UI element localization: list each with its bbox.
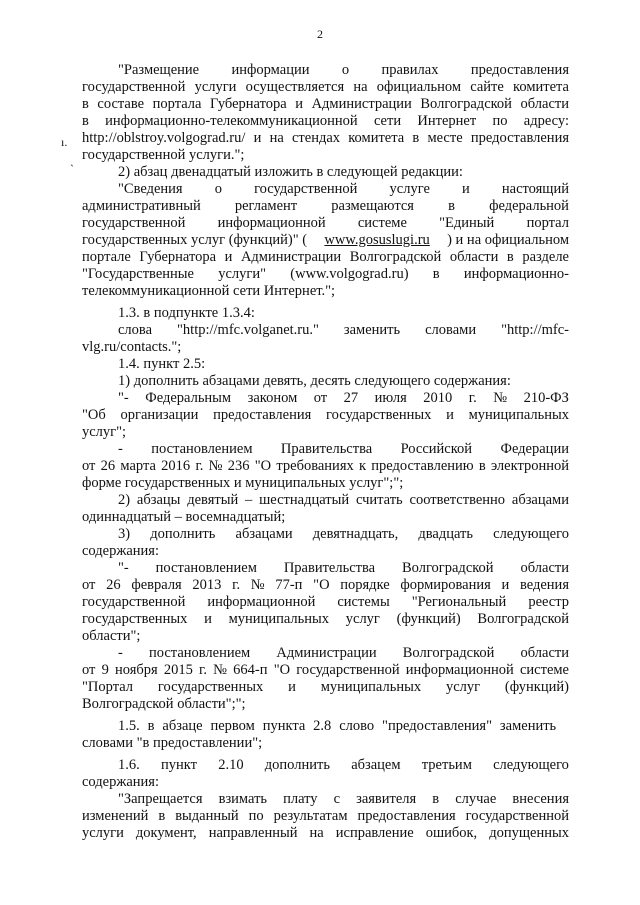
text-line xyxy=(82,113,569,130)
text-line xyxy=(82,577,569,594)
text-line xyxy=(82,679,569,696)
text-segment: телекоммуникационной сети Интернет."; xyxy=(82,283,336,299)
text-segment: услуги" xyxy=(218,266,267,282)
text-segment: в составе портала Губернатора и Администрации Волгоградской области xyxy=(82,96,569,112)
text-segment: предоставления xyxy=(470,62,569,78)
text-segment: девятнадцать, xyxy=(312,526,399,542)
text-line xyxy=(82,266,569,283)
text-segment: Правительства xyxy=(280,441,373,457)
text-segment: содержания: xyxy=(82,543,160,559)
text-segment: информационной xyxy=(217,215,326,231)
text-segment: информации xyxy=(231,62,310,78)
text-segment: постановлением xyxy=(155,560,257,576)
text-segment: государственных xyxy=(157,679,264,695)
text-line xyxy=(118,645,569,662)
text-segment: "Сведения xyxy=(118,181,183,197)
text-segment: системы xyxy=(337,594,390,610)
text-segment: случае xyxy=(455,791,497,807)
text-segment: "Государственные xyxy=(82,266,194,282)
text-segment: "Портал xyxy=(82,679,134,695)
text-segment: взимать xyxy=(218,791,268,807)
text-segment: допущенных xyxy=(489,825,569,841)
text-segment: по xyxy=(492,113,508,129)
text-line xyxy=(82,283,569,300)
text-segment: № xyxy=(493,390,508,406)
text-segment: услуги xyxy=(82,825,124,841)
margin-mark: ı. xyxy=(61,135,68,149)
text-segment: области xyxy=(520,560,569,576)
text-segment: 2.10 xyxy=(218,757,244,773)
text-segment: услуг"; xyxy=(82,424,127,440)
text-segment: Администрации xyxy=(276,645,377,661)
text-segment: Волгоградской xyxy=(402,560,494,576)
text-segment: государственной xyxy=(254,181,358,197)
text-segment: "- xyxy=(118,390,129,406)
text-segment: словами "в предоставлении"; xyxy=(82,735,263,751)
text-line xyxy=(82,662,569,679)
text-segment: абзацами xyxy=(235,526,293,542)
text-line xyxy=(118,718,569,735)
text-line xyxy=(118,791,569,808)
text-line xyxy=(82,79,569,96)
text-segment: государственных услуг (функций)" ( xyxy=(82,232,308,248)
text-segment: форме государственных и муниципальных услуг";"; xyxy=(82,475,404,491)
text-line xyxy=(82,407,569,424)
text-segment: от 9 ноября 2015 г. № 664-п "О государственной информационной системе xyxy=(82,662,569,678)
text-line xyxy=(118,390,569,407)
text-segment: информационной xyxy=(207,594,316,610)
text-line xyxy=(82,774,569,791)
text-segment: третьим xyxy=(421,757,472,773)
text-segment: ) и на официальном xyxy=(447,232,569,248)
text-segment: Федеральным xyxy=(145,390,232,406)
text-segment: абзацем xyxy=(351,757,401,773)
margin-mark: ˋ xyxy=(70,162,74,176)
text-segment: внесения xyxy=(512,791,569,807)
text-segment: и xyxy=(288,679,296,695)
text-segment: области xyxy=(520,645,569,661)
text-segment: с xyxy=(333,791,341,807)
text-segment: Федерации xyxy=(500,441,569,457)
text-segment: дополнить xyxy=(264,757,330,773)
text-segment: в xyxy=(432,791,440,807)
text-line xyxy=(82,696,569,713)
text-segment: сети xyxy=(373,113,402,129)
text-segment: ошибок, xyxy=(425,825,478,841)
text-line xyxy=(118,492,569,509)
text-segment: изменений в выданный по результатам предоставления государственной xyxy=(82,808,569,824)
text-segment: "Региональный xyxy=(411,594,507,610)
text-segment: муниципальных xyxy=(320,679,422,695)
text-segment: "Единый xyxy=(439,215,495,231)
text-segment: "Запрещается xyxy=(118,791,203,807)
text-line xyxy=(118,560,569,577)
text-segment: системе xyxy=(357,215,407,231)
text-segment: в xyxy=(82,113,89,129)
text-segment: услуг xyxy=(445,679,481,695)
text-segment: информационно-телекоммуникационной xyxy=(105,113,358,129)
text-segment: адресу: xyxy=(523,113,569,129)
text-segment: услуге xyxy=(389,181,430,197)
text-line xyxy=(82,543,569,560)
text-segment: от 26 марта 2016 г. № 236 "О требованиях к предоставлению в электронной xyxy=(82,458,569,474)
text-segment: области"; xyxy=(82,628,141,644)
text-segment: следующего xyxy=(493,526,569,542)
text-line xyxy=(82,130,569,147)
text-segment: "- xyxy=(118,560,129,576)
text-segment: пункт xyxy=(160,757,197,773)
text-segment: июля xyxy=(374,390,407,406)
text-line xyxy=(118,164,569,181)
text-segment: о xyxy=(214,181,222,197)
text-segment: 1.5. в абзаце первом пункта 2.8 слово "предоставления" заменить xyxy=(118,718,557,734)
text-segment: 2) абзацы девятый – шестнадцатый считать соответственно абзацами xyxy=(118,492,569,508)
text-segment: постановлением xyxy=(149,645,251,661)
text-segment: двадцать xyxy=(418,526,473,542)
text-line xyxy=(82,611,569,628)
text-segment: государственных и муниципальных услуг (функций) Волгоградской xyxy=(82,611,569,627)
text-segment: 1.3. в подпункте 1.3.4: xyxy=(118,305,255,321)
text-segment: в xyxy=(432,266,440,282)
text-segment: 2) абзац двенадцатый изложить в следующей редакции: xyxy=(118,164,463,180)
text-segment: следующего xyxy=(493,757,569,773)
text-segment: Волгоградской области";"; xyxy=(82,696,246,712)
text-segment: от xyxy=(313,390,328,406)
text-segment: 210-ФЗ xyxy=(523,390,569,406)
text-segment: направленный xyxy=(208,825,298,841)
text-line xyxy=(82,232,569,249)
text-line xyxy=(118,62,569,79)
text-line xyxy=(118,305,569,322)
text-segment: документ, xyxy=(135,825,197,841)
text-segment: постановлением xyxy=(151,441,253,457)
text-line xyxy=(82,424,569,441)
text-segment: от 26 февраля 2013 г. № 77-п "О порядке формирования и ведения xyxy=(82,577,569,593)
text-segment: портале Губернатора и Администрации Волгоградской области в разделе xyxy=(82,249,569,265)
text-segment: заявителя xyxy=(356,791,417,807)
text-segment: о xyxy=(341,62,350,78)
text-segment: Правительства xyxy=(283,560,376,576)
text-segment: законом xyxy=(247,390,298,406)
text-segment: 1.6. xyxy=(118,757,140,773)
text-line xyxy=(118,757,569,774)
text-line xyxy=(82,735,569,752)
text-segment: (www.volgograd.ru) xyxy=(290,266,409,282)
page-number: 2 xyxy=(317,27,323,41)
text-line xyxy=(118,441,569,458)
text-segment: портал xyxy=(526,215,569,231)
text-segment: федеральной xyxy=(489,198,569,214)
text-line xyxy=(82,594,569,611)
text-segment: г. xyxy=(468,390,477,406)
text-segment: - xyxy=(118,645,123,661)
text-segment: (функций) xyxy=(504,679,569,695)
text-line xyxy=(82,339,569,356)
text-segment: http://oblstroy.volgograd.ru/ и на стендах комитета в месте предоставления xyxy=(82,130,569,146)
text-segment: "http://mfc.volganet.ru." xyxy=(177,322,319,338)
text-segment: Российской xyxy=(400,441,473,457)
text-segment: государственной услуги осуществляется на официальном сайте комитета xyxy=(82,79,569,95)
text-segment: Интернет xyxy=(417,113,477,129)
text-line xyxy=(82,249,569,266)
text-line xyxy=(82,147,569,164)
text-segment: "Об организации предоставления государственных и муниципальных xyxy=(82,407,569,423)
text-line xyxy=(82,215,569,232)
text-segment: дополнить xyxy=(150,526,216,542)
text-line xyxy=(82,825,569,842)
text-segment: государственной xyxy=(82,594,186,610)
text-line xyxy=(82,509,569,526)
text-segment: 27 xyxy=(343,390,359,406)
text-segment: 1) дополнить абзацами девять, десять следующего содержания: xyxy=(118,373,511,389)
text-segment: настоящий xyxy=(501,181,569,197)
text-segment: в xyxy=(448,198,455,214)
text-segment: - xyxy=(118,441,123,457)
text-segment: плату xyxy=(283,791,318,807)
text-segment: слова xyxy=(118,322,153,338)
text-line xyxy=(82,808,569,825)
text-line xyxy=(82,628,569,645)
text-segment: исправление xyxy=(335,825,414,841)
text-line xyxy=(118,322,569,339)
text-segment: государственной xyxy=(82,215,186,231)
text-segment: "Размещение xyxy=(118,62,200,78)
text-line xyxy=(82,198,569,215)
text-line xyxy=(118,526,569,543)
link-text[interactable]: www.gosuslugi.ru xyxy=(324,232,430,248)
text-segment: правилах xyxy=(381,62,439,78)
text-segment: 2010 xyxy=(423,390,453,406)
text-segment: одиннадцатый – восемнадцатый; xyxy=(82,509,286,525)
text-line xyxy=(118,356,569,373)
text-line xyxy=(82,475,569,492)
text-segment: регламент xyxy=(234,198,298,214)
text-line xyxy=(82,96,569,113)
text-segment: на xyxy=(309,825,324,841)
text-line xyxy=(118,373,569,390)
text-segment: Волгоградской xyxy=(402,645,495,661)
text-segment: административный xyxy=(82,198,201,214)
text-segment: vlg.ru/contacts."; xyxy=(82,339,182,355)
text-segment: размещаются xyxy=(331,198,414,214)
text-segment: содержания: xyxy=(82,774,160,790)
text-segment: информационно- xyxy=(463,266,569,282)
text-segment: реестр xyxy=(528,594,569,610)
text-segment: заменить xyxy=(343,322,401,338)
text-segment: "http://mfc- xyxy=(501,322,569,338)
text-line xyxy=(82,458,569,475)
text-segment: 1.4. пункт 2.5: xyxy=(118,356,206,372)
text-segment: словами xyxy=(425,322,477,338)
text-line xyxy=(118,181,569,198)
text-segment: государственной услуги."; xyxy=(82,147,245,163)
text-segment: 3) xyxy=(118,526,131,542)
text-segment: и xyxy=(462,181,470,197)
